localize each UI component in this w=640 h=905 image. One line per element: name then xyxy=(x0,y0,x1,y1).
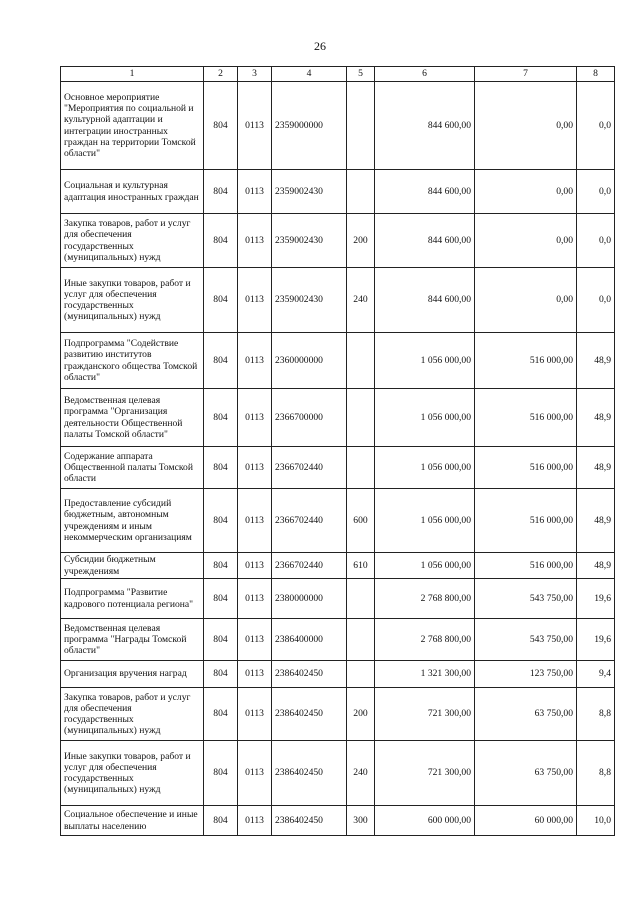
row-vr xyxy=(347,661,375,688)
row-target: 2359002430 xyxy=(272,214,347,268)
row-name: Иные закупки товаров, работ и услуг для обеспечения государственных (муниципальных) нужд xyxy=(61,741,204,806)
row-grbs: 804 xyxy=(204,389,238,447)
row-section: 0113 xyxy=(238,447,272,489)
table-row xyxy=(61,688,615,741)
row-fact: 0,00 xyxy=(475,170,577,214)
header-cell: 3 xyxy=(238,67,272,82)
header-cell: 1 xyxy=(61,67,204,82)
table-row xyxy=(61,214,615,268)
row-grbs: 804 xyxy=(204,333,238,389)
page-number: 26 xyxy=(314,39,326,53)
row-fact: 516 000,00 xyxy=(475,389,577,447)
row-target: 2366702440 xyxy=(272,447,347,489)
row-name: Социальная и культурная адаптация иностранных граждан xyxy=(61,170,204,214)
row-name: Субсидии бюджетным учреждениям xyxy=(61,553,204,579)
row-section: 0113 xyxy=(238,688,272,741)
row-section: 0113 xyxy=(238,170,272,214)
row-fact: 0,00 xyxy=(475,268,577,333)
row-target: 2359002430 xyxy=(272,170,347,214)
row-vr: 600 xyxy=(347,489,375,553)
row-name: Ведомственная целевая программа "Награды Томской области" xyxy=(61,619,204,661)
row-fact: 63 750,00 xyxy=(475,688,577,741)
row-name: Содержание аппарата Общественной палаты Томской области xyxy=(61,447,204,489)
row-section: 0113 xyxy=(238,489,272,553)
row-percent: 19,6 xyxy=(577,619,615,661)
table-row xyxy=(61,447,615,489)
row-vr: 240 xyxy=(347,268,375,333)
row-plan: 2 768 800,00 xyxy=(375,579,475,619)
row-plan: 844 600,00 xyxy=(375,82,475,170)
header-cell: 7 xyxy=(475,67,577,82)
row-grbs: 804 xyxy=(204,170,238,214)
row-plan: 1 056 000,00 xyxy=(375,489,475,553)
row-percent: 48,9 xyxy=(577,553,615,579)
row-grbs: 804 xyxy=(204,553,238,579)
row-grbs: 804 xyxy=(204,806,238,836)
row-fact: 543 750,00 xyxy=(475,579,577,619)
row-percent: 0,0 xyxy=(577,214,615,268)
row-target: 2366700000 xyxy=(272,389,347,447)
table-row xyxy=(61,553,615,579)
row-vr xyxy=(347,447,375,489)
row-grbs: 804 xyxy=(204,489,238,553)
table-row xyxy=(61,389,615,447)
row-plan: 721 300,00 xyxy=(375,741,475,806)
row-percent: 48,9 xyxy=(577,389,615,447)
row-grbs: 804 xyxy=(204,688,238,741)
row-target: 2386402450 xyxy=(272,806,347,836)
row-plan: 1 056 000,00 xyxy=(375,447,475,489)
table-row xyxy=(61,619,615,661)
header-cell: 8 xyxy=(577,67,615,82)
row-fact: 0,00 xyxy=(475,82,577,170)
table-row xyxy=(61,489,615,553)
row-plan: 844 600,00 xyxy=(375,268,475,333)
row-vr xyxy=(347,389,375,447)
row-vr: 240 xyxy=(347,741,375,806)
row-vr xyxy=(347,579,375,619)
row-section: 0113 xyxy=(238,389,272,447)
row-grbs: 804 xyxy=(204,619,238,661)
table-row xyxy=(61,579,615,619)
row-percent: 0,0 xyxy=(577,268,615,333)
table-row xyxy=(61,661,615,688)
row-percent: 19,6 xyxy=(577,579,615,619)
row-section: 0113 xyxy=(238,619,272,661)
table-row xyxy=(61,170,615,214)
row-fact: 516 000,00 xyxy=(475,553,577,579)
row-grbs: 804 xyxy=(204,661,238,688)
row-plan: 1 056 000,00 xyxy=(375,389,475,447)
row-name: Предоставление субсидий бюджетным, автономным учреждениям и иным некоммерческим организациям xyxy=(61,489,204,553)
row-percent: 8,8 xyxy=(577,688,615,741)
row-fact: 63 750,00 xyxy=(475,741,577,806)
row-section: 0113 xyxy=(238,214,272,268)
row-target: 2366702440 xyxy=(272,553,347,579)
row-grbs: 804 xyxy=(204,268,238,333)
row-target: 2386402450 xyxy=(272,688,347,741)
row-name: Подпрограмма "Содействие развитию институтов гражданского общества Томской области" xyxy=(61,333,204,389)
row-percent: 9,4 xyxy=(577,661,615,688)
row-vr xyxy=(347,82,375,170)
row-percent: 48,9 xyxy=(577,333,615,389)
row-plan: 600 000,00 xyxy=(375,806,475,836)
table-row xyxy=(61,741,615,806)
row-plan: 844 600,00 xyxy=(375,214,475,268)
row-grbs: 804 xyxy=(204,579,238,619)
header-row xyxy=(61,67,615,82)
row-percent: 10,0 xyxy=(577,806,615,836)
row-section: 0113 xyxy=(238,661,272,688)
row-percent: 0,0 xyxy=(577,82,615,170)
row-grbs: 804 xyxy=(204,447,238,489)
row-target: 2386400000 xyxy=(272,619,347,661)
row-vr: 200 xyxy=(347,688,375,741)
row-section: 0113 xyxy=(238,82,272,170)
row-percent: 48,9 xyxy=(577,447,615,489)
row-fact: 516 000,00 xyxy=(475,333,577,389)
row-fact: 516 000,00 xyxy=(475,489,577,553)
row-name: Организация вручения наград xyxy=(61,661,204,688)
budget-table xyxy=(60,66,615,836)
row-vr xyxy=(347,170,375,214)
row-target: 2386402450 xyxy=(272,741,347,806)
row-grbs: 804 xyxy=(204,82,238,170)
row-section: 0113 xyxy=(238,553,272,579)
row-fact: 123 750,00 xyxy=(475,661,577,688)
row-fact: 60 000,00 xyxy=(475,806,577,836)
row-target: 2360000000 xyxy=(272,333,347,389)
row-percent: 48,9 xyxy=(577,489,615,553)
row-section: 0113 xyxy=(238,806,272,836)
row-plan: 1 321 300,00 xyxy=(375,661,475,688)
table-row xyxy=(61,333,615,389)
row-grbs: 804 xyxy=(204,741,238,806)
row-fact: 0,00 xyxy=(475,214,577,268)
header-cell: 5 xyxy=(347,67,375,82)
row-vr: 610 xyxy=(347,553,375,579)
row-target: 2386402450 xyxy=(272,661,347,688)
row-name: Ведомственная целевая программа "Организация деятельности Общественной палаты Томской области" xyxy=(61,389,204,447)
row-fact: 516 000,00 xyxy=(475,447,577,489)
row-target: 2380000000 xyxy=(272,579,347,619)
table-row xyxy=(61,806,615,836)
row-vr xyxy=(347,333,375,389)
row-section: 0113 xyxy=(238,579,272,619)
row-grbs: 804 xyxy=(204,214,238,268)
row-plan: 1 056 000,00 xyxy=(375,333,475,389)
table-row xyxy=(61,268,615,333)
header-cell: 4 xyxy=(272,67,347,82)
row-plan: 844 600,00 xyxy=(375,170,475,214)
row-target: 2359002430 xyxy=(272,268,347,333)
table-row xyxy=(61,82,615,170)
row-vr: 200 xyxy=(347,214,375,268)
row-section: 0113 xyxy=(238,333,272,389)
row-fact: 543 750,00 xyxy=(475,619,577,661)
row-plan: 721 300,00 xyxy=(375,688,475,741)
row-name: Закупка товаров, работ и услуг для обеспечения государственных (муниципальных) нужд xyxy=(61,214,204,268)
row-section: 0113 xyxy=(238,741,272,806)
row-name: Закупка товаров, работ и услуг для обеспечения государственных (муниципальных) нужд xyxy=(61,688,204,741)
row-name: Подпрограмма "Развитие кадрового потенциала региона" xyxy=(61,579,204,619)
row-name: Иные закупки товаров, работ и услуг для обеспечения государственных (муниципальных) нужд xyxy=(61,268,204,333)
row-name: Социальное обеспечение и иные выплаты населению xyxy=(61,806,204,836)
row-vr: 300 xyxy=(347,806,375,836)
row-vr xyxy=(347,619,375,661)
row-name: Основное мероприятие "Мероприятия по социальной и культурной адаптации и интеграции иностранных граждан на территории Томской области" xyxy=(61,82,204,170)
row-target: 2359000000 xyxy=(272,82,347,170)
row-section: 0113 xyxy=(238,268,272,333)
row-percent: 0,0 xyxy=(577,170,615,214)
header-cell: 2 xyxy=(204,67,238,82)
row-plan: 1 056 000,00 xyxy=(375,553,475,579)
row-target: 2366702440 xyxy=(272,489,347,553)
row-plan: 2 768 800,00 xyxy=(375,619,475,661)
header-cell: 6 xyxy=(375,67,475,82)
row-percent: 8,8 xyxy=(577,741,615,806)
